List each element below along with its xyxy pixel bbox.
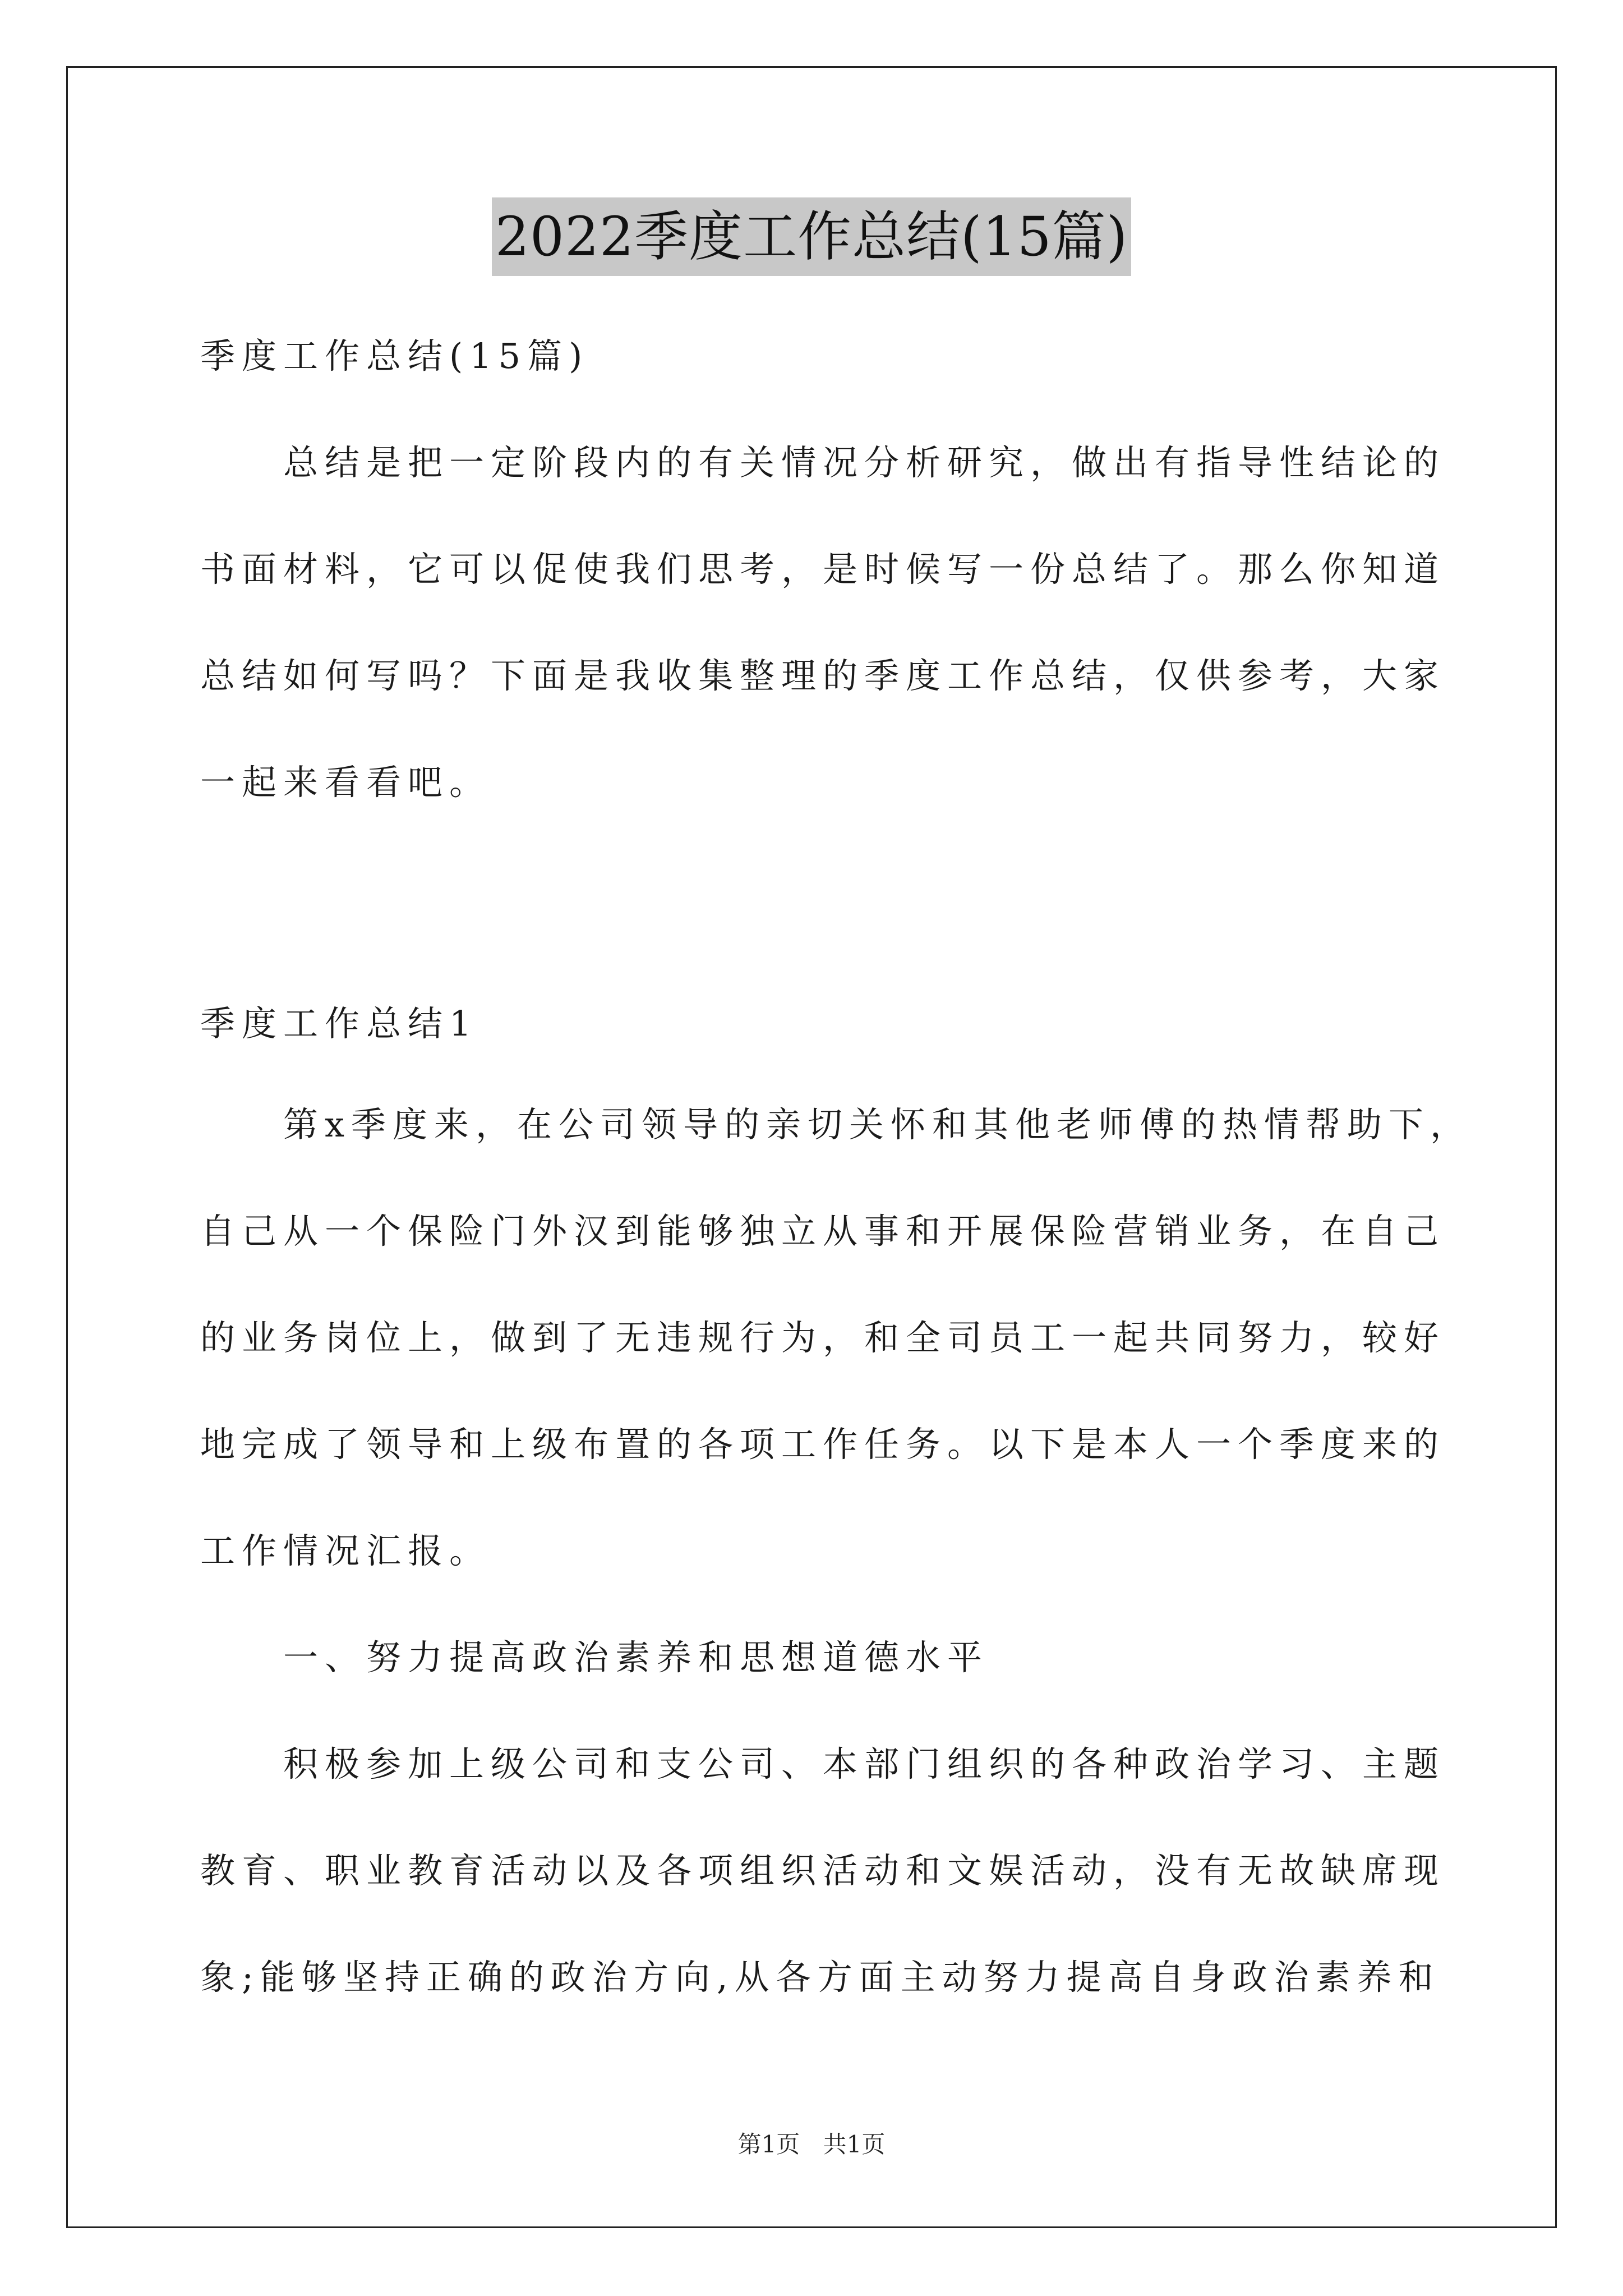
subsection-heading: 一、努力提高政治素养和思想道德水平 xyxy=(283,1637,989,1678)
page-number: 第1页 xyxy=(737,2131,800,2158)
page-total: 共1页 xyxy=(823,2131,886,2158)
paragraph-line: 工作情况汇报。 xyxy=(200,1530,491,1571)
subtitle-line: 季度工作总结(15篇) xyxy=(200,335,589,376)
paragraph-line: 的业务岗位上，做到了无违规行为，和全司员工一起共同努力，较好 xyxy=(200,1317,1446,1358)
paragraph-line: 一起来看看吧。 xyxy=(200,762,491,803)
page-footer xyxy=(0,2126,1623,2160)
paragraph-line: 书面材料，它可以促使我们思考，是时候写一份总结了。那么你知道 xyxy=(200,549,1446,590)
section-heading: 季度工作总结1 xyxy=(200,1003,478,1044)
paragraph-line: 自己从一个保险门外汉到能够独立从事和开展保险营销业务，在自己 xyxy=(200,1211,1446,1251)
paragraph-line: 总结是把一定阶段内的有关情况分析研究，做出有指导性结论的 xyxy=(283,442,1446,483)
paragraph-line: 教育、职业教育活动以及各项组织活动和文娱活动，没有无故缺席现 xyxy=(200,1850,1446,1891)
document-title: 2022季度工作总结(15篇) xyxy=(492,197,1131,276)
paragraph-line: 积极参加上级公司和支公司、本部门组织的各种政治学习、主题 xyxy=(283,1743,1446,1784)
paragraph-line: 总结如何写吗？下面是我收集整理的季度工作总结，仅供参考，大家 xyxy=(200,655,1446,696)
paragraph-line: 地完成了领导和上级布置的各项工作任务。以下是本人一个季度来的 xyxy=(200,1424,1446,1465)
title-container xyxy=(0,197,1623,276)
paragraph-line: 象;能够坚持正确的政治方向,从各方面主动努力提高自身政治素养和 xyxy=(200,1957,1440,1998)
paragraph-line: 第x季度来，在公司领导的亲切关怀和其他老师傅的热情帮助下， xyxy=(283,1104,1472,1145)
